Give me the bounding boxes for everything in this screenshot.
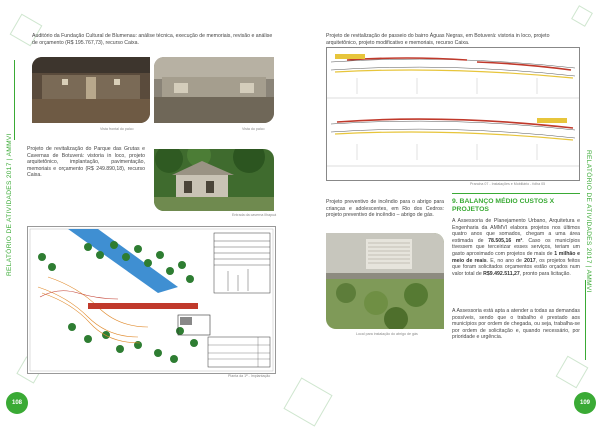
passeio-drawing (326, 47, 580, 181)
auditorio-text: Auditório da Fundação Cultural de Blumenau: análise técnica, execução de memoriais, revisão e análise de orçamento (R$ 195.767,73), recurso Caixa. (32, 33, 273, 46)
left-page-number: 108 (6, 392, 28, 414)
balanco-paragraph-1: A Assessoria de Planejamento Urbano, Arquitetura e Engenharia da AMMVI elabora projetos nos últimos quatro anos que somados, chegam a uma área estimada de 78.505,16 m². Caso os municípios tivessem que terceirizar esses serviços, teriam um gasto aproximado com projetos de mais de 1 milhão e meio de reais. E, no ano de 2017, os projetos feitos que foram solicitados orçamentos estão orçados num valor total de R$9.492.511,27, pronto para licitação. (452, 218, 581, 277)
section-heading: 9. BALANÇO MÉDIO CUSTOS X PROJETOS (452, 198, 555, 213)
auditorio-caption-1: Vista frontal do palco (100, 127, 134, 131)
left-side-tag: RELATÓRIO DE ATIVIDADES 2017 | AMMVI (6, 133, 13, 276)
section-rule (452, 193, 580, 194)
incendio-caption: Local para instalação do abrigo de gás (356, 332, 418, 336)
incendio-text: Projeto preventivo de incêndio para o abrigo para crianças e adolescentes, em Rio dos Cedros: projeto preventivo de incêndio – abrigo de gás. (326, 199, 444, 219)
auditorio-photo-front (32, 57, 150, 123)
decor-hexagon (283, 377, 332, 426)
auditorio-caption-2: Vista do palco (242, 127, 265, 131)
implantacao-plan (27, 226, 276, 374)
passeio-caption: Prancha 07 - Instalações e Mobiliário - folha 05 (470, 182, 546, 186)
grutas-caption: Entrada da caverna Ilhapuá (232, 213, 277, 217)
incendio-photo (326, 233, 444, 329)
decor-hexagon (571, 5, 593, 27)
passeio-text: Projeto de revitalização de passeio do bairro Águas Negras, em Botuverá: vistoria in loco, projeto arquitetônico, projeto modificativo e memoriais, recurso Caixa. (326, 33, 550, 46)
grutas-photo (154, 149, 274, 211)
auditorio-photo-stage (154, 57, 274, 123)
grutas-text: Projeto de revitalização do Parque das Grutas e Cavernas de Botuverá: vistoria in loco, projeto arquitetônico, implantação, pavimentação, memoriais e orçamento (R$ 249.890,18), recurso Caixa. (27, 146, 145, 179)
decor-hexagon (556, 356, 589, 389)
plan-caption: Planta da 1ª - Implantação (228, 374, 271, 378)
balanco-paragraph-2: A Assessoria está apta a atender a todas as demandas possíveis, sendo que o trabalho é prestado aos municípios por ordem de chegada, ou seja, trabalha-se por ordem de solicitação e, quando necessário, por prioridade e urgência. (452, 308, 580, 341)
right-side-tag: RELATÓRIO DE ATIVIDADES 2017 | AMMVI (585, 150, 592, 293)
right-page-number: 109 (574, 392, 596, 414)
left-margin-line (14, 60, 15, 140)
